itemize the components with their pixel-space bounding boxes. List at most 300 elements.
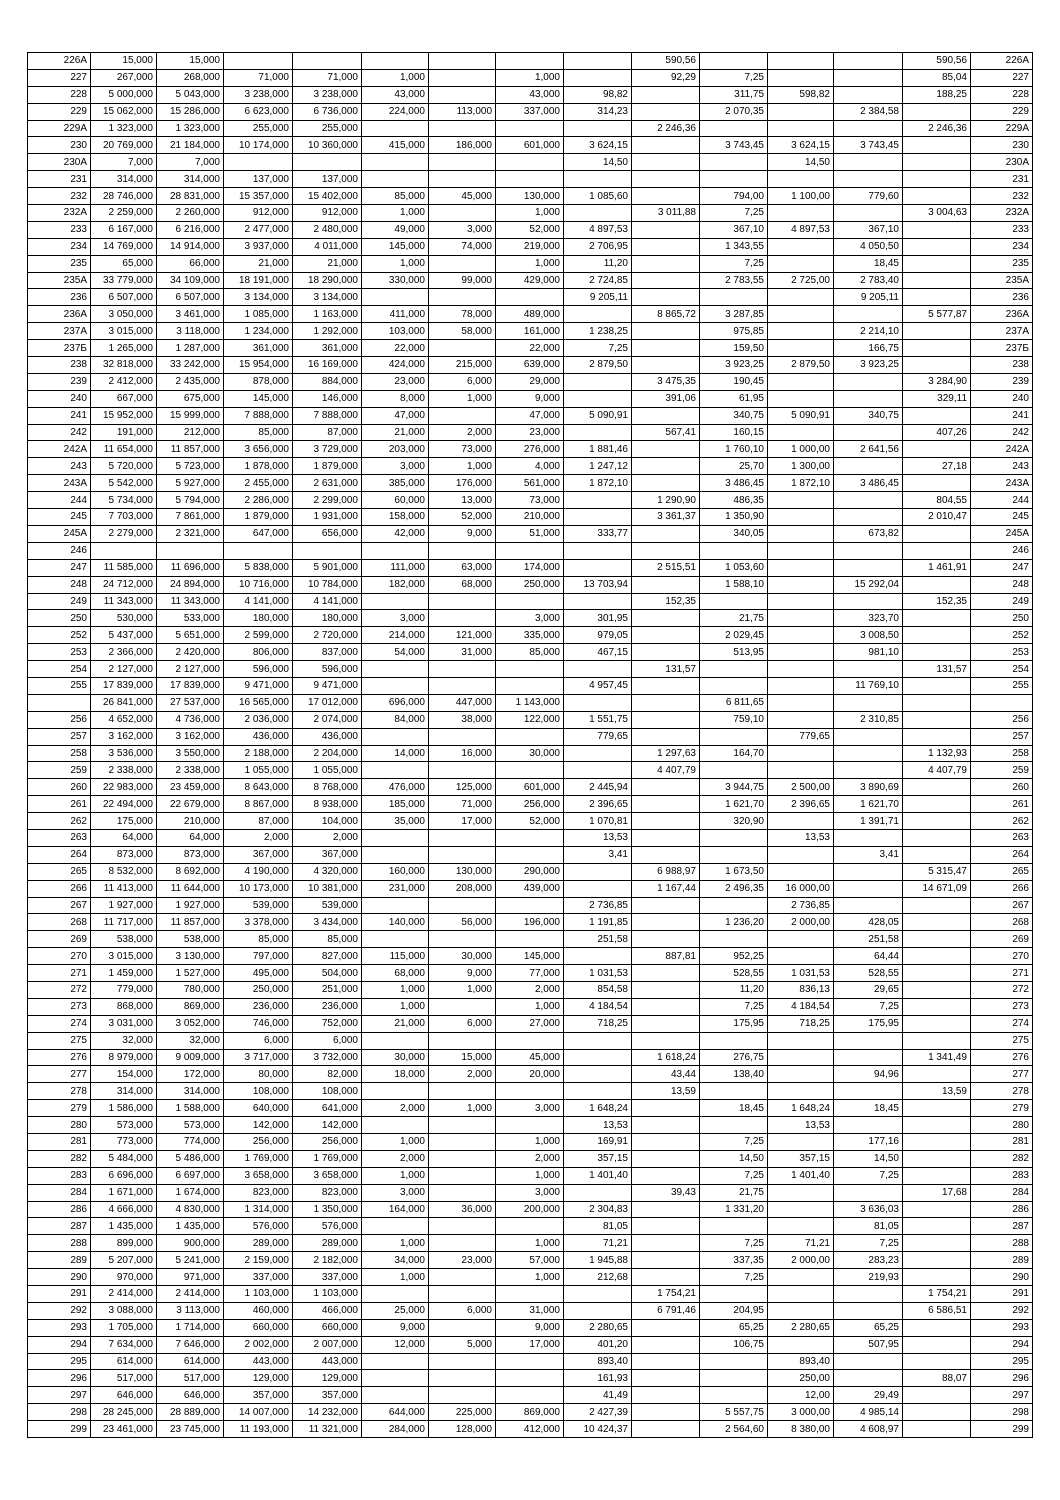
value-cell: 27,18 — [903, 458, 971, 475]
table-row — [28, 1117, 1033, 1134]
value-cell — [700, 1032, 768, 1049]
value-cell: 1 435,000 — [157, 1218, 224, 1235]
value-cell — [834, 694, 903, 711]
value-cell — [564, 390, 632, 407]
value-cell: 1 769,000 — [224, 1150, 293, 1167]
value-cell: 2,000 — [362, 1150, 429, 1167]
value-cell: 576,000 — [293, 1218, 362, 1235]
row-id-cell: 233 — [28, 221, 91, 238]
row-id-cell: 237А — [28, 323, 91, 340]
value-cell — [362, 1370, 429, 1387]
value-cell — [903, 813, 971, 830]
value-cell: 759,10 — [700, 711, 768, 728]
value-cell: 146,000 — [293, 390, 362, 407]
value-cell: 639,000 — [496, 357, 564, 374]
value-cell: 779,000 — [91, 981, 157, 998]
value-cell: 646,000 — [91, 1387, 157, 1404]
value-cell: 3 729,000 — [293, 441, 362, 458]
value-cell: 2 879,50 — [768, 357, 834, 374]
value-cell: 7,25 — [700, 69, 768, 86]
row-id-cell: 243 — [28, 458, 91, 475]
value-cell — [362, 1083, 429, 1100]
value-cell: 13,59 — [903, 1083, 971, 1100]
value-cell: 9 205,11 — [564, 289, 632, 306]
value-cell: 2 000,00 — [768, 1252, 834, 1269]
table-row — [28, 492, 1033, 509]
row-id-end-cell: 284 — [971, 1184, 1033, 1201]
value-cell: 9,000 — [496, 1319, 564, 1336]
value-cell: 466,000 — [293, 1302, 362, 1319]
value-cell — [700, 542, 768, 559]
value-cell: 2 310,85 — [834, 711, 903, 728]
value-cell: 14 232,000 — [293, 1404, 362, 1421]
value-cell: 361,000 — [293, 340, 362, 357]
row-id-cell: 238 — [28, 357, 91, 374]
value-cell — [834, 762, 903, 779]
row-id-end-cell: 266 — [971, 880, 1033, 897]
value-cell: 1 100,00 — [768, 188, 834, 205]
row-id-cell: 229 — [28, 103, 91, 120]
table-row — [28, 1201, 1033, 1218]
row-id-cell: 291 — [28, 1286, 91, 1303]
value-cell: 219,93 — [834, 1269, 903, 1286]
value-cell: 1 872,10 — [564, 475, 632, 492]
value-cell: 188,25 — [903, 86, 971, 103]
value-cell: 43,000 — [362, 86, 429, 103]
value-cell: 3,000 — [362, 1184, 429, 1201]
value-cell: 4 011,000 — [293, 238, 362, 255]
value-cell — [632, 1370, 700, 1387]
value-cell: 660,000 — [293, 1319, 362, 1336]
value-cell — [903, 998, 971, 1015]
value-cell — [903, 931, 971, 948]
value-cell: 357,15 — [768, 1150, 834, 1167]
row-id-end-cell: 254 — [971, 661, 1033, 678]
value-cell: 224,000 — [362, 103, 429, 120]
value-cell: 9 205,11 — [834, 289, 903, 306]
value-cell — [429, 407, 496, 424]
value-cell: 887,81 — [632, 948, 700, 965]
row-id-cell: 295 — [28, 1353, 91, 1370]
value-cell: 2,000 — [429, 1066, 496, 1083]
value-cell: 3,000 — [496, 1100, 564, 1117]
value-cell: 236,000 — [224, 998, 293, 1015]
value-cell: 10 360,000 — [293, 137, 362, 154]
value-cell: 6 988,97 — [632, 863, 700, 880]
value-cell: 1 000,00 — [768, 441, 834, 458]
value-cell — [632, 1353, 700, 1370]
value-cell — [632, 1404, 700, 1421]
value-cell: 1 055,000 — [224, 762, 293, 779]
row-id-end-cell: 246 — [971, 542, 1033, 559]
value-cell: 1 459,000 — [91, 965, 157, 982]
value-cell: 164,70 — [700, 745, 768, 762]
value-cell: 6 811,65 — [700, 694, 768, 711]
value-cell — [768, 661, 834, 678]
value-cell: 15 954,000 — [224, 357, 293, 374]
value-cell: 1,000 — [362, 255, 429, 272]
row-id-end-cell: 230 — [971, 137, 1033, 154]
value-cell — [903, 1201, 971, 1218]
row-id-end-cell: 286 — [971, 1201, 1033, 1218]
value-cell: 175,95 — [834, 1015, 903, 1032]
value-cell: 14 769,000 — [91, 238, 157, 255]
table-row — [28, 1066, 1033, 1083]
value-cell: 52,000 — [429, 509, 496, 526]
value-cell — [768, 1066, 834, 1083]
value-cell — [632, 1015, 700, 1032]
value-cell: 13,53 — [768, 1117, 834, 1134]
value-cell — [429, 289, 496, 306]
value-cell — [903, 171, 971, 188]
value-cell: 1 163,000 — [293, 306, 362, 323]
value-cell — [834, 171, 903, 188]
value-cell: 65,000 — [91, 255, 157, 272]
value-cell: 25,70 — [700, 458, 768, 475]
value-cell: 15,000 — [91, 53, 157, 70]
value-cell: 219,000 — [496, 238, 564, 255]
value-cell: 513,95 — [700, 644, 768, 661]
value-cell: 912,000 — [293, 205, 362, 222]
table-row — [28, 728, 1033, 745]
value-cell: 11 343,000 — [91, 593, 157, 610]
value-cell: 4 652,000 — [91, 711, 157, 728]
row-id-cell: 280 — [28, 1117, 91, 1134]
value-cell: 17 012,000 — [293, 694, 362, 711]
table-row — [28, 897, 1033, 914]
value-cell: 1 674,000 — [157, 1184, 224, 1201]
value-cell — [632, 1235, 700, 1252]
value-cell — [700, 1387, 768, 1404]
value-cell: 214,000 — [362, 627, 429, 644]
value-cell — [564, 948, 632, 965]
value-cell: 23 745,000 — [157, 1421, 224, 1438]
value-cell: 357,000 — [293, 1387, 362, 1404]
value-cell: 1,000 — [496, 69, 564, 86]
row-id-end-cell: 245А — [971, 525, 1033, 542]
value-cell — [700, 1286, 768, 1303]
value-cell: 773,000 — [91, 1134, 157, 1151]
value-cell — [429, 1032, 496, 1049]
value-cell: 780,000 — [157, 981, 224, 998]
value-cell — [834, 492, 903, 509]
value-cell: 5 000,000 — [91, 86, 157, 103]
value-cell — [496, 1286, 564, 1303]
value-cell — [903, 255, 971, 272]
value-cell: 33 779,000 — [91, 272, 157, 289]
value-cell: 4 830,000 — [157, 1201, 224, 1218]
value-cell — [632, 813, 700, 830]
row-id-end-cell: 241 — [971, 407, 1033, 424]
value-cell — [903, 1404, 971, 1421]
value-cell: 2 280,65 — [564, 1319, 632, 1336]
value-cell — [564, 53, 632, 70]
value-cell: 45,000 — [496, 1049, 564, 1066]
row-id-cell: 235 — [28, 255, 91, 272]
value-cell: 32,000 — [157, 1032, 224, 1049]
row-id-end-cell: 245 — [971, 509, 1033, 526]
row-id-cell: 240 — [28, 390, 91, 407]
value-cell: 1 031,53 — [768, 965, 834, 982]
value-cell — [632, 238, 700, 255]
value-cell: 41,49 — [564, 1387, 632, 1404]
row-id-end-cell: 249 — [971, 593, 1033, 610]
row-id-cell: 227 — [28, 69, 91, 86]
row-id-cell: 242 — [28, 424, 91, 441]
table-row — [28, 677, 1033, 694]
value-cell: 357,15 — [564, 1150, 632, 1167]
value-cell: 3,000 — [496, 1184, 564, 1201]
value-cell: 507,95 — [834, 1336, 903, 1353]
value-cell — [768, 542, 834, 559]
value-cell: 81,05 — [834, 1218, 903, 1235]
value-cell — [768, 492, 834, 509]
value-cell: 3,41 — [564, 846, 632, 863]
value-cell: 30,000 — [362, 1049, 429, 1066]
value-cell: 517,000 — [91, 1370, 157, 1387]
value-cell — [564, 745, 632, 762]
value-cell: 8 867,000 — [224, 796, 293, 813]
value-cell: 696,000 — [362, 694, 429, 711]
table-row — [28, 998, 1033, 1015]
row-id-cell: 266 — [28, 880, 91, 897]
table-row — [28, 1184, 1033, 1201]
value-cell: 145,000 — [224, 390, 293, 407]
value-cell: 314,000 — [91, 171, 157, 188]
value-cell — [700, 728, 768, 745]
value-cell: 256,000 — [293, 1134, 362, 1151]
value-cell: 145,000 — [496, 948, 564, 965]
value-cell — [903, 1353, 971, 1370]
value-cell: 16 169,000 — [293, 357, 362, 374]
table-row — [28, 103, 1033, 120]
value-cell: 2 366,000 — [91, 644, 157, 661]
value-cell: 3 624,15 — [768, 137, 834, 154]
row-id-end-cell: 267 — [971, 897, 1033, 914]
table-row — [28, 86, 1033, 103]
value-cell: 3,000 — [362, 458, 429, 475]
row-id-cell: 271 — [28, 965, 91, 982]
value-cell: 2 280,65 — [768, 1319, 834, 1336]
value-cell — [496, 171, 564, 188]
value-cell: 5 542,000 — [91, 475, 157, 492]
row-id-cell: 279 — [28, 1100, 91, 1117]
value-cell: 3 004,63 — [903, 205, 971, 222]
value-cell: 3 287,85 — [700, 306, 768, 323]
value-cell — [903, 221, 971, 238]
table-row — [28, 1336, 1033, 1353]
value-cell — [903, 711, 971, 728]
value-cell: 1 103,000 — [224, 1286, 293, 1303]
value-cell — [496, 1370, 564, 1387]
value-cell — [834, 1032, 903, 1049]
value-cell: 58,000 — [429, 323, 496, 340]
value-cell: 1 055,000 — [293, 762, 362, 779]
value-cell — [632, 1336, 700, 1353]
value-cell: 3,41 — [834, 846, 903, 863]
row-id-cell: 231 — [28, 171, 91, 188]
value-cell: 24 712,000 — [91, 576, 157, 593]
value-cell: 186,000 — [429, 137, 496, 154]
value-cell: 2 736,85 — [768, 897, 834, 914]
value-cell — [429, 1387, 496, 1404]
value-cell: 160,000 — [362, 863, 429, 880]
value-cell — [903, 610, 971, 627]
value-cell — [903, 103, 971, 120]
value-cell: 180,000 — [224, 610, 293, 627]
value-cell: 1 323,000 — [157, 120, 224, 137]
value-cell — [834, 829, 903, 846]
value-cell — [632, 576, 700, 593]
value-cell: 180,000 — [293, 610, 362, 627]
value-cell — [700, 593, 768, 610]
value-cell: 2 564,60 — [700, 1421, 768, 1438]
value-cell: 9,000 — [429, 965, 496, 982]
value-cell — [768, 509, 834, 526]
value-cell: 11 857,000 — [157, 441, 224, 458]
value-cell: 196,000 — [496, 914, 564, 931]
value-cell — [429, 69, 496, 86]
value-cell: 68,000 — [429, 576, 496, 593]
value-cell — [429, 1218, 496, 1235]
value-cell: 23 461,000 — [91, 1421, 157, 1438]
value-cell: 250,00 — [768, 1370, 834, 1387]
value-cell: 13 703,94 — [564, 576, 632, 593]
value-cell: 140,000 — [362, 914, 429, 931]
row-id-end-cell: 237Б — [971, 340, 1033, 357]
value-cell — [632, 796, 700, 813]
value-cell: 2,000 — [496, 1150, 564, 1167]
row-id-end-cell: 280 — [971, 1117, 1033, 1134]
value-cell: 614,000 — [157, 1353, 224, 1370]
row-id-cell: 267 — [28, 897, 91, 914]
value-cell — [429, 1353, 496, 1370]
value-cell — [632, 1387, 700, 1404]
value-cell — [768, 306, 834, 323]
value-cell: 476,000 — [362, 779, 429, 796]
value-cell: 1 236,20 — [700, 914, 768, 931]
value-cell — [903, 914, 971, 931]
value-cell — [496, 1032, 564, 1049]
row-id-end-cell: 226А — [971, 53, 1033, 70]
value-cell — [362, 289, 429, 306]
value-cell — [91, 542, 157, 559]
value-cell: 25,000 — [362, 1302, 429, 1319]
value-cell: 3 434,000 — [293, 914, 362, 931]
row-id-end-cell: 227 — [971, 69, 1033, 86]
value-cell: 267,000 — [91, 69, 157, 86]
value-cell: 1 167,44 — [632, 880, 700, 897]
row-id-cell: 236А — [28, 306, 91, 323]
value-cell — [700, 846, 768, 863]
value-cell: 2 036,000 — [224, 711, 293, 728]
value-cell: 7,000 — [91, 154, 157, 171]
value-cell — [768, 205, 834, 222]
value-cell — [903, 1387, 971, 1404]
value-cell — [768, 1336, 834, 1353]
table-row — [28, 390, 1033, 407]
value-cell: 439,000 — [496, 880, 564, 897]
value-cell: 18,45 — [834, 1100, 903, 1117]
table-row — [28, 593, 1033, 610]
value-cell: 2 246,36 — [632, 120, 700, 137]
value-cell: 236,000 — [293, 998, 362, 1015]
value-cell — [903, 1032, 971, 1049]
value-cell: 1 287,000 — [157, 340, 224, 357]
value-cell: 567,41 — [632, 424, 700, 441]
value-cell — [496, 846, 564, 863]
value-cell: 806,000 — [224, 644, 293, 661]
value-cell: 11 585,000 — [91, 559, 157, 576]
value-cell — [768, 627, 834, 644]
value-cell: 250,000 — [224, 981, 293, 998]
value-cell: 3 923,25 — [834, 357, 903, 374]
value-cell: 1,000 — [429, 390, 496, 407]
value-cell — [362, 1032, 429, 1049]
table-row — [28, 171, 1033, 188]
value-cell: 250,000 — [496, 576, 564, 593]
value-cell: 2 477,000 — [224, 221, 293, 238]
value-cell: 3 008,50 — [834, 627, 903, 644]
value-cell: 30,000 — [429, 948, 496, 965]
value-cell: 7 861,000 — [157, 509, 224, 526]
value-cell: 231,000 — [362, 880, 429, 897]
value-cell — [834, 1117, 903, 1134]
value-cell: 169,91 — [564, 1134, 632, 1151]
value-cell: 590,56 — [632, 53, 700, 70]
value-cell: 3 624,15 — [564, 137, 632, 154]
table-row — [28, 509, 1033, 526]
value-cell — [564, 1286, 632, 1303]
row-id-cell: 244 — [28, 492, 91, 509]
value-cell: 779,65 — [564, 728, 632, 745]
value-cell — [834, 897, 903, 914]
value-cell: 601,000 — [496, 137, 564, 154]
value-cell: 407,26 — [903, 424, 971, 441]
value-cell: 128,000 — [429, 1421, 496, 1438]
table-row — [28, 205, 1033, 222]
value-cell: 1 143,000 — [496, 694, 564, 711]
value-cell — [429, 931, 496, 948]
value-cell: 4 407,79 — [632, 762, 700, 779]
value-cell: 142,000 — [293, 1117, 362, 1134]
value-cell: 64,44 — [834, 948, 903, 965]
value-cell — [768, 238, 834, 255]
value-cell: 528,55 — [834, 965, 903, 982]
value-cell: 1 673,50 — [700, 863, 768, 880]
value-cell — [834, 154, 903, 171]
value-cell: 2 783,55 — [700, 272, 768, 289]
value-cell: 752,000 — [293, 1015, 362, 1032]
value-cell — [293, 53, 362, 70]
value-cell: 301,95 — [564, 610, 632, 627]
value-cell — [834, 53, 903, 70]
value-cell: 970,000 — [91, 1269, 157, 1286]
value-cell: 561,000 — [496, 475, 564, 492]
value-cell: 596,000 — [293, 661, 362, 678]
value-cell: 4 736,000 — [157, 711, 224, 728]
value-cell: 113,000 — [429, 103, 496, 120]
row-id-end-cell: 262 — [971, 813, 1033, 830]
value-cell: 2 279,000 — [91, 525, 157, 542]
value-cell: 71,000 — [429, 796, 496, 813]
table-row — [28, 813, 1033, 830]
value-cell: 129,000 — [224, 1370, 293, 1387]
value-cell — [834, 424, 903, 441]
value-cell: 3 944,75 — [700, 779, 768, 796]
table-row — [28, 931, 1033, 948]
value-cell: 7,25 — [834, 1167, 903, 1184]
